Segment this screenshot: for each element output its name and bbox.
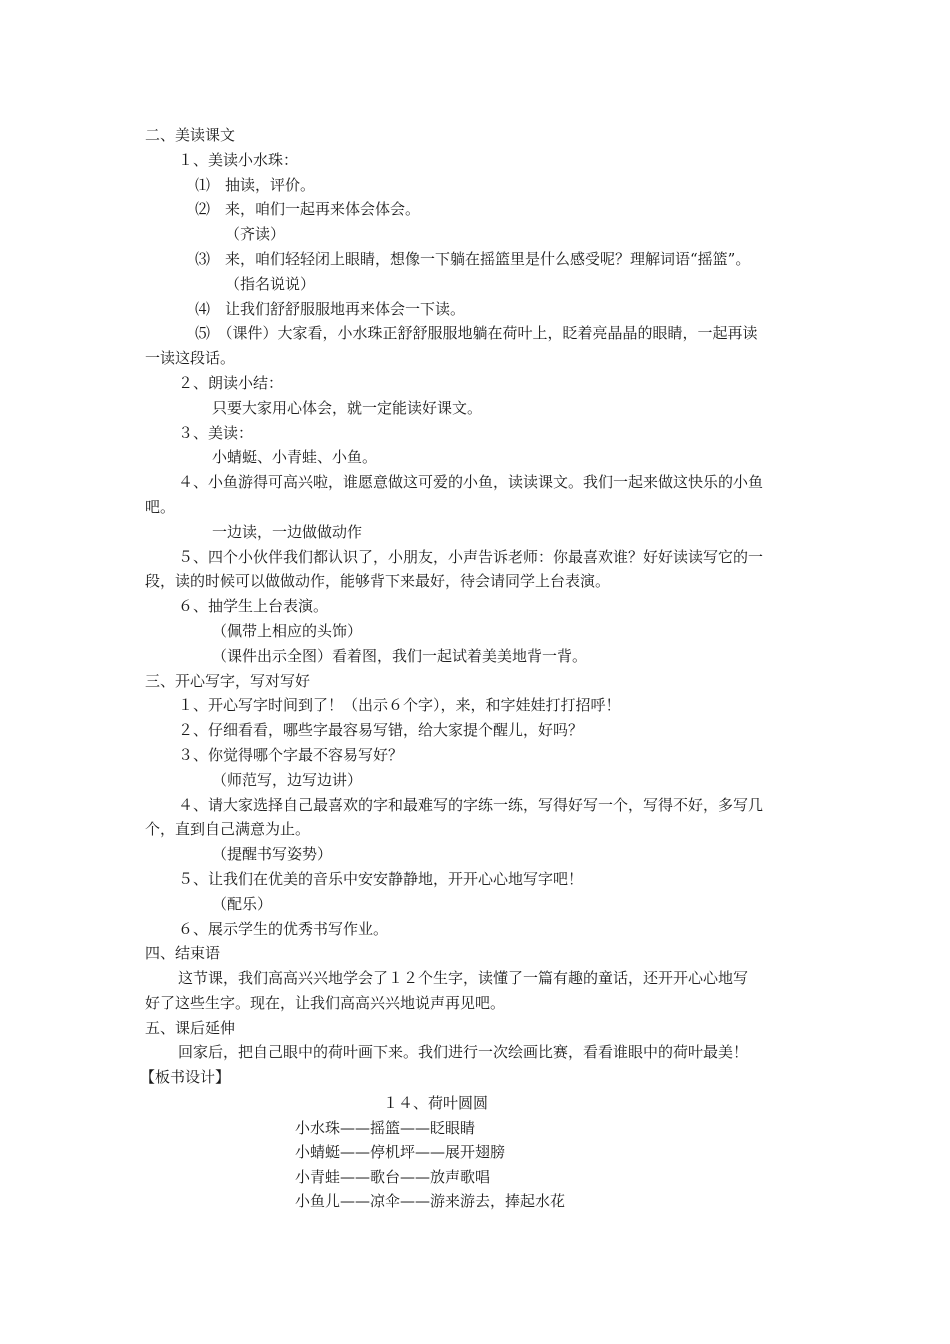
text-line: ２、朗读小结： [178, 373, 284, 392]
blackboard-design [0, 1091, 950, 1214]
board-row: 小鱼儿——凉伞——游来游去，捧起水花 [295, 1192, 566, 1211]
text-line: 小蜻蜓、小青蛙、小鱼。 [212, 448, 378, 467]
text-line: 段，读的时候可以做做动作，能够背下来最好，待会请同学上台表演。 [145, 572, 611, 591]
document-page [0, 123, 950, 1214]
text-line: （课件出示全图）看着图，我们一起试着美美地背一背。 [212, 646, 588, 665]
board-row: 小水珠——摇篮——眨眼睛 [295, 1118, 476, 1137]
text-line: ３、美读： [178, 423, 254, 442]
text-line: （提醒书写姿势） [212, 845, 333, 864]
text-line: 回家后，把自己眼中的荷叶画下来。我们进行一次绘画比赛，看看谁眼中的荷叶最美！ [178, 1043, 749, 1062]
text-line: １、开心写字时间到了！（出示６个字），来，和字娃娃打打招呼！ [178, 696, 621, 715]
text-line: ２、仔细看看，哪些字最容易写错，给大家提个醒儿，好吗？ [178, 721, 584, 740]
lesson-plan-body [0, 123, 950, 1090]
text-line: ６、展示学生的优秀书写作业。 [178, 919, 389, 938]
text-line: ⑵ 来，咱们一起再来体会体会。 [195, 200, 421, 219]
text-line: （佩带上相应的头饰） [212, 621, 363, 640]
board-row: 小青蛙——歌台——放声歌唱 [295, 1167, 491, 1186]
text-line: 一读这段话。 [145, 349, 236, 368]
text-line: （师范写，边写边讲） [212, 770, 363, 789]
text-line: 个，直到自己满意为止。 [145, 820, 311, 839]
text-line: （指名说说） [225, 274, 316, 293]
text-line: ４、小鱼游得可高兴啦，谁愿意做这可爱的小鱼，读读课文。我们一起来做这快乐的小鱼 [178, 473, 764, 492]
text-line: 这节课，我们高高兴兴地学会了１２个生字，读懂了一篇有趣的童话，还开开心心地写 [178, 969, 749, 988]
text-line: （配乐） [212, 894, 273, 913]
text-line: 五、课后延伸 [145, 1018, 236, 1037]
text-line: ４、请大家选择自己最喜欢的字和最难写的字练一练，写得好写一个，写得不好，多写几 [178, 795, 764, 814]
text-line: ⑶ 来，咱们轻轻闭上眼睛，想像一下躺在摇篮里是什么感受呢？理解词语“摇篮”。 [195, 249, 751, 268]
text-line: ⑴ 抽读，评价。 [195, 175, 316, 194]
text-line: ６、抽学生上台表演。 [178, 597, 329, 616]
text-line: 三、开心写字，写对写好 [145, 671, 311, 690]
text-line: ５、让我们在优美的音乐中安安静静地，开开心心地写字吧！ [178, 869, 584, 888]
board-row: 小蜻蜓——停机坪——展开翅膀 [295, 1143, 506, 1162]
text-line: 吧。 [145, 497, 176, 516]
text-line: 【板书设计】 [140, 1068, 231, 1087]
text-line: 二、美读课文 [145, 126, 236, 144]
text-line: ５、四个小伙伴我们都认识了，小朋友，小声告诉老师：你最喜欢谁？好好读读写它的一 [178, 547, 764, 566]
text-line: 只要大家用心体会，就一定能读好课文。 [212, 398, 483, 417]
text-line: （齐读） [225, 225, 286, 244]
text-line: １、美读小水珠： [178, 150, 299, 169]
text-line: 一边读，一边做做动作 [212, 522, 363, 541]
text-line: 好了这些生字。现在，让我们高高兴兴地说声再见吧。 [145, 993, 506, 1012]
text-line: ⑸ （课件）大家看，小水珠正舒舒服服地躺在荷叶上，眨着亮晶晶的眼睛，一起再读 [195, 324, 758, 343]
text-line: ⑷ 让我们舒舒服服地再来体会一下读。 [195, 299, 466, 318]
text-line: 四、结束语 [145, 944, 221, 963]
text-line: ３、你觉得哪个字最不容易写好？ [178, 745, 404, 764]
board-rows [0, 1116, 950, 1214]
board-title: １４、荷叶圆圆 [383, 1094, 489, 1113]
